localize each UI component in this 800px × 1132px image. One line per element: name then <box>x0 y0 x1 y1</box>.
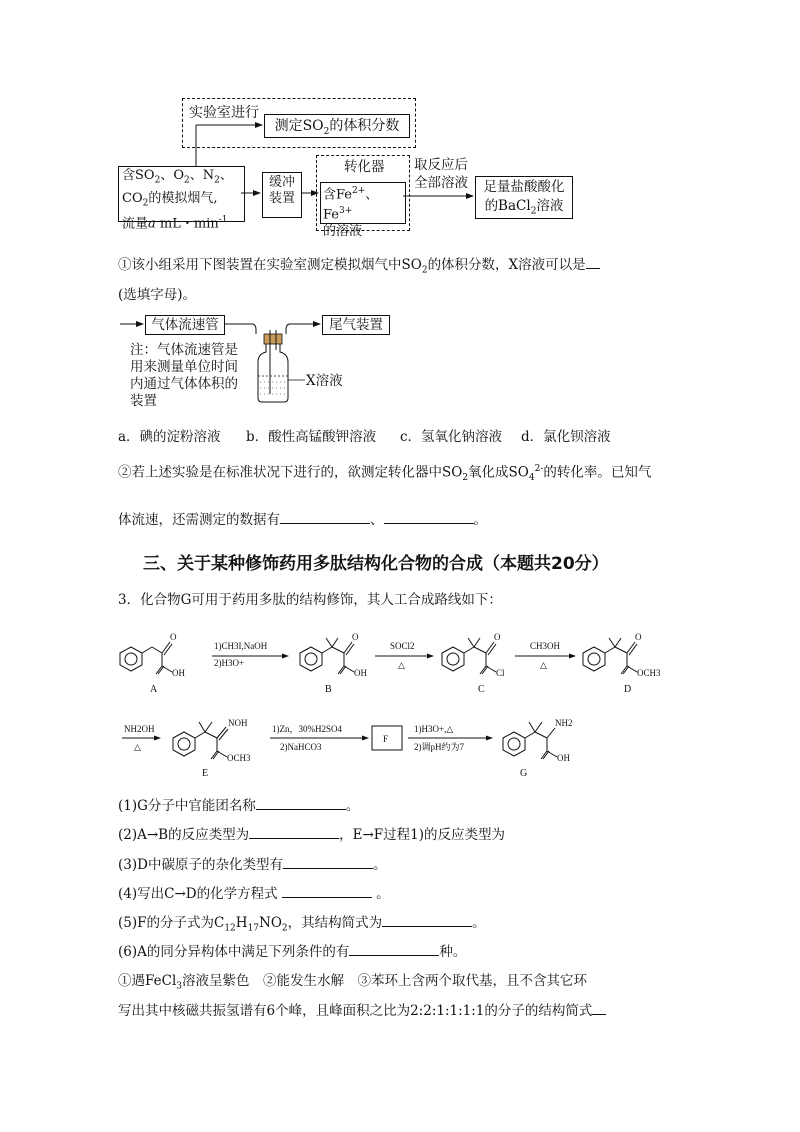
scheme-o-d: O <box>635 632 642 642</box>
q2-text2a: 体流速，还需测定的数据有 <box>118 512 280 528</box>
r3-top: CH3OH <box>530 641 561 651</box>
scheme-nh2-g: NH2 <box>555 718 573 728</box>
q-1-blank[interactable] <box>256 797 346 810</box>
r3-bot: △ <box>540 660 547 670</box>
label-a: A <box>150 684 158 695</box>
q-3-text: (3)D中碳原子的杂化类型有 <box>118 857 283 873</box>
scheme-o-b: O <box>352 632 359 642</box>
q2-text: ②若上述实验是在标准状况下进行的，欲测定转化器中$SO_2$氧化成$SO_4^{2-}$的转化率。已知气 <box>118 464 652 484</box>
f-label: F <box>383 734 389 744</box>
q-1: (1)G分子中官能团名称 。 <box>118 798 360 814</box>
q-6-nmr-blank[interactable] <box>592 1002 606 1015</box>
scheme-och3-e: OCH3 <box>227 753 251 763</box>
q-5-blank[interactable] <box>382 914 472 927</box>
converter-title: 转化器 <box>344 159 385 175</box>
q-6-text: (6)A的同分异构体中满足下列条件的有 <box>118 944 350 960</box>
scheme-och3-d: OCH3 <box>637 668 661 678</box>
q-6 <box>118 943 466 961</box>
label-c: C <box>478 684 485 695</box>
option-a: a．碘的淀粉溶液 <box>118 429 221 445</box>
lab-label: 实验室进行 <box>189 105 259 121</box>
bacl2-box: 足量盐酸酸化 的BaCl$_2$溶液 <box>475 176 573 219</box>
r2-top: SOCl2 <box>390 641 415 651</box>
r6-bot: 2)调pH约为7 <box>414 742 464 752</box>
label-d: D <box>624 684 632 695</box>
gas-bottle-apparatus <box>0 300 800 420</box>
q2-sep: 、 <box>370 512 384 528</box>
source-box: 含$SO_2$、$O_2$、$N_2$、 $CO_2$的模拟烟气, 流量a mL・$\min^{-1}$ <box>118 166 245 222</box>
take-line-1: 取反应后 <box>414 157 468 173</box>
label-b: B <box>325 684 332 695</box>
q-6-blank[interactable] <box>349 943 439 956</box>
q2-end: 。 <box>473 512 487 528</box>
q2-blank-1[interactable] <box>280 511 370 524</box>
r2-bot: △ <box>398 660 405 670</box>
q-4: (4)写出C→D的化学方程式 。 <box>118 886 390 902</box>
q2-blank-2[interactable] <box>384 511 474 524</box>
option-c: c．氢氧化钠溶液 <box>400 429 503 445</box>
buffer-line-1: 缓冲 <box>268 175 295 190</box>
r4-bot: △ <box>134 742 141 752</box>
q-1-text: (1)G分子中官能团名称 <box>118 798 256 814</box>
q1-text: ①该小组采用下图装置在实验室测定模拟烟气中$SO_2$的体积分数，X溶液可以是 <box>118 256 600 280</box>
q-2 <box>118 826 505 844</box>
label-e: E <box>202 768 209 779</box>
q3-intro: 3．化合物G可用于药用多肽的结构修饰，其人工合成路线如下： <box>118 592 502 608</box>
note-line-3: 内通过气体体积的 <box>130 376 238 392</box>
q-6-end: 种。 <box>439 944 467 960</box>
reaction-scheme <box>0 608 800 808</box>
flow1-arrows <box>0 0 800 240</box>
r4-top: NH2OH <box>124 724 155 734</box>
q1-text2: (选填字母)。 <box>118 287 197 303</box>
scheme-oh-b: OH <box>354 668 367 678</box>
q-2-text-b: ，E→F过程1)的反应类型为 <box>339 827 505 843</box>
scheme-o-a: O <box>170 632 177 642</box>
scheme-oh-g: OH <box>557 753 570 763</box>
scheme-noh-e: NOH <box>228 718 248 728</box>
q-3: (3)D中碳原子的杂化类型有 。 <box>118 857 387 873</box>
note-line-4: 装置 <box>130 393 157 409</box>
measure-box: 测定$SO_2$的体积分数 <box>264 114 410 138</box>
q-2-text: (2)A→B的反应类型为 <box>118 827 250 843</box>
q-4-blank[interactable] <box>282 885 372 898</box>
q2-text2 <box>118 511 487 529</box>
r6-top: 1)H3O+,△ <box>414 724 454 734</box>
option-b: b．酸性高锰酸钾溶液 <box>246 429 377 445</box>
scheme-o-c: O <box>494 632 501 642</box>
buffer-line-2: 装置 <box>268 191 295 206</box>
q-4-text: (4)写出C→D的化学方程式 <box>118 886 278 902</box>
r5-bot: 2)NaHCO3 <box>280 742 322 752</box>
converter-box: 含$Fe^{2+}$、$Fe^{3+}$ 的溶液 <box>320 182 406 224</box>
q-3-blank[interactable] <box>283 856 373 869</box>
scheme-oh-a: OH <box>172 668 185 678</box>
q-6-nmr-text: 写出其中核磁共振氢谱有6个峰，且峰面积之比为2:2:1:1:1:1的分子的结构简式 <box>118 1003 593 1019</box>
take-line-2: 全部溶液 <box>414 175 468 191</box>
r5-top: 1)Zn，30%H2SO4 <box>272 724 342 734</box>
q-2-blank[interactable] <box>249 826 339 839</box>
q-6-conditions: ①遇FeCl$_3$溶液呈紫色 ②能发生水解 ③苯环上含两个取代基，且不含其它环 <box>118 973 587 992</box>
scheme-cl-c: Cl <box>496 668 505 678</box>
section-title: 三、关于某种修饰药用多肽结构化合物的合成（本题共20分） <box>143 554 609 574</box>
x-solution-label: X溶液 <box>306 373 343 389</box>
gas-tube-box: 气体流速管 <box>145 315 225 335</box>
r1-bot: 2)H3O+ <box>214 658 245 668</box>
note-line-2: 用来测量单位时间 <box>130 359 238 375</box>
label-g: G <box>520 768 528 779</box>
r1-top: 1)CH3I,NaOH <box>214 641 268 651</box>
tail-gas-box: 尾气装置 <box>322 315 390 335</box>
note-line-1: 注：气体流速管是 <box>130 342 238 358</box>
option-d: d．氯化钡溶液 <box>521 429 611 445</box>
q-5: (5)F的分子式为$C_{12}H_{17}NO_2$，其结构简式为 。 <box>118 915 486 934</box>
q-6-nmr <box>118 1002 606 1020</box>
